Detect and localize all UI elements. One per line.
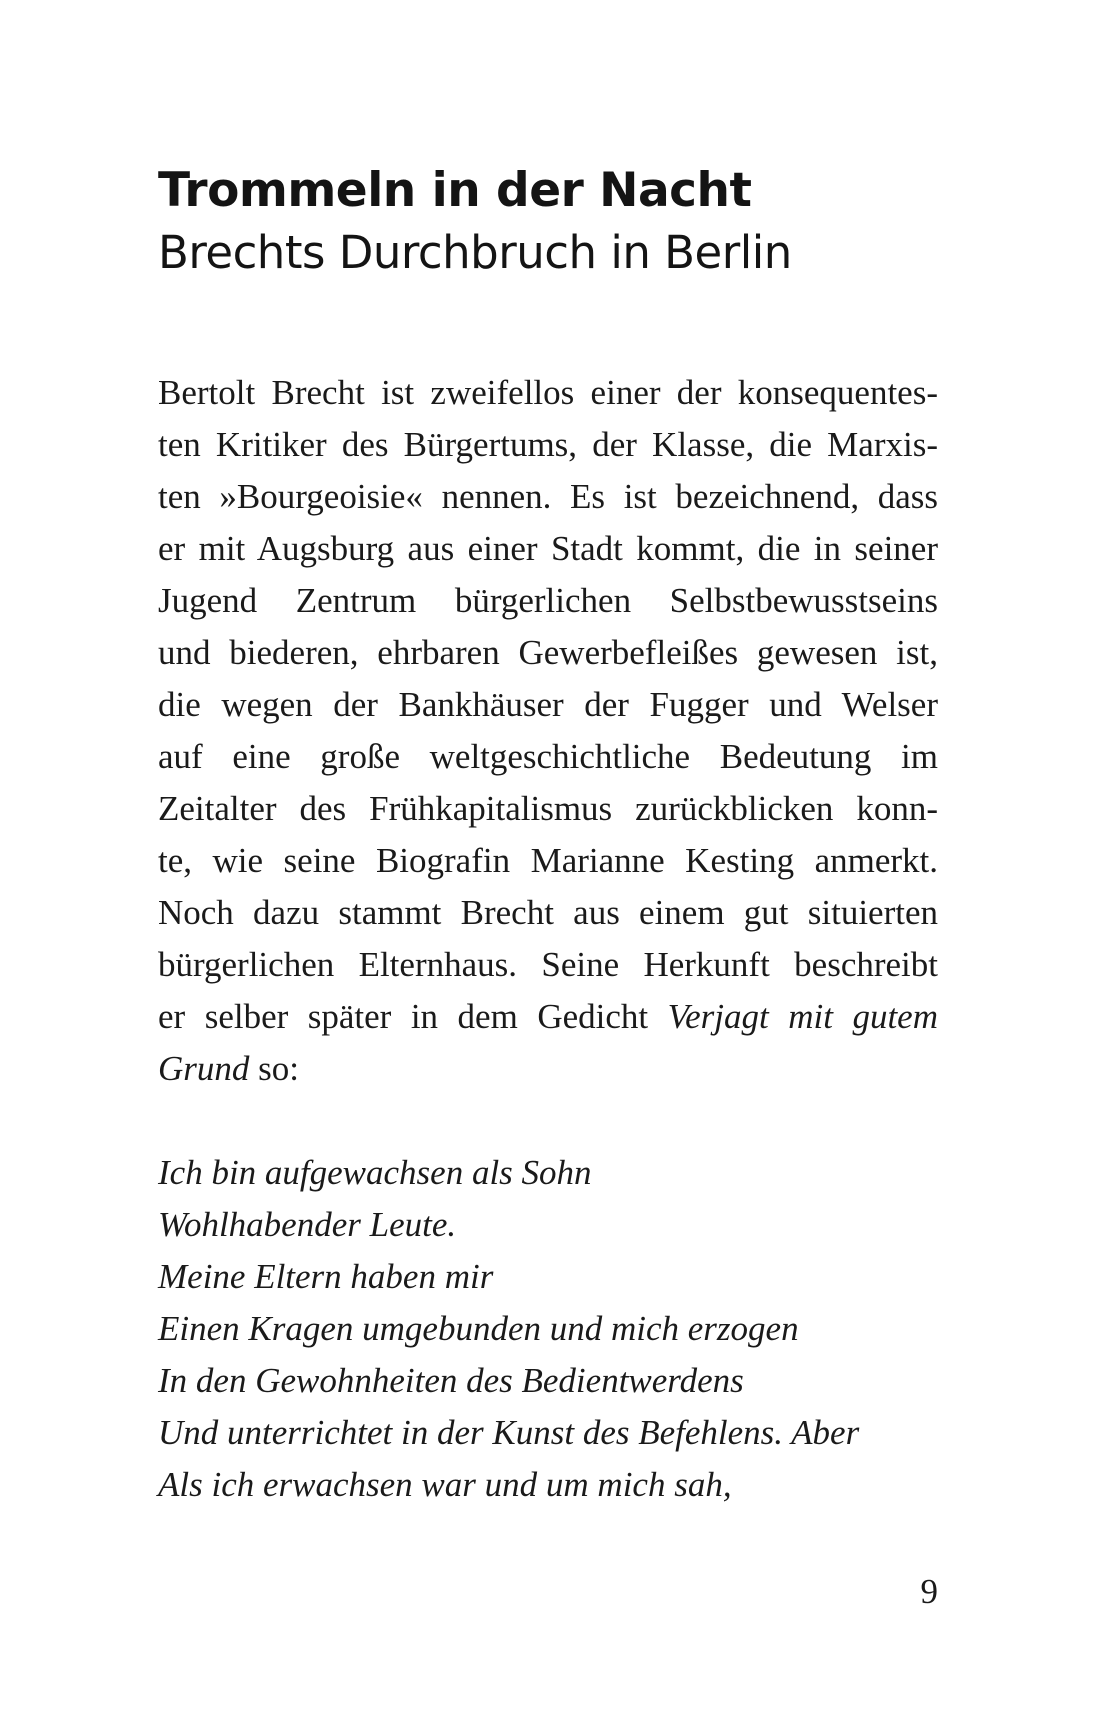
paragraph-line: ten »Bourgeoisie« nennen. Es ist bezeichnend, dass xyxy=(158,477,938,516)
paragraph-line: auf eine große weltgeschichtliche Bedeutung im xyxy=(158,737,938,776)
body-paragraph xyxy=(158,367,938,1095)
paragraph-line: Jugend Zentrum bürgerlichen Selbstbewusstseins xyxy=(158,581,938,620)
chapter-subtitle: Brechts Durchbruch in Berlin xyxy=(158,226,792,279)
paragraph-line xyxy=(158,991,938,1043)
paragraph-line: die wegen der Bankhäuser der Fugger und Welser xyxy=(158,685,938,724)
paragraph-line: Zeitalter des Frühkapitalismus zurückblicken konn- xyxy=(158,789,938,828)
poem-verse: Einen Kragen umgebunden und mich erzogen xyxy=(158,1309,799,1348)
paragraph-line: bürgerlichen Elternhaus. Seine Herkunft beschreibt xyxy=(158,945,938,984)
paragraph-line: Bertolt Brecht ist zweifellos einer der konsequentes- xyxy=(158,373,938,412)
poem-title-italic: Grund xyxy=(158,1049,250,1088)
paragraph-line: er mit Augsburg aus einer Stadt kommt, die in seiner xyxy=(158,529,938,568)
chapter-heading xyxy=(158,160,958,284)
paragraph-line: ten Kritiker des Bürgertums, der Klasse, die Marxis- xyxy=(158,425,938,464)
poem-title-italic: Verjagt mit gutem xyxy=(667,997,938,1036)
paragraph-line xyxy=(158,1043,938,1095)
page-number: 9 xyxy=(920,1572,938,1611)
line-text: er selber später in dem Gedicht xyxy=(158,997,668,1036)
paragraph-line: te, wie seine Biografin Marianne Kesting anmerkt. xyxy=(158,841,938,880)
poem-verse: Ich bin aufgewachsen als Sohn xyxy=(158,1153,592,1192)
chapter-title: Trommeln in der Nacht xyxy=(158,163,752,218)
poem-verse: Wohlhabender Leute. xyxy=(158,1205,457,1244)
paragraph-line: und biederen, ehrbaren Gewerbefleißes gewesen ist, xyxy=(158,633,938,672)
line-text: so: xyxy=(249,1049,300,1088)
poem-quote xyxy=(158,1147,958,1511)
poem-verse: In den Gewohnheiten des Bedientwerdens xyxy=(158,1361,744,1400)
poem-verse: Und unterrichtet in der Kunst des Befehlens. Aber xyxy=(158,1413,860,1452)
poem-verse: Als ich erwachsen war und um mich sah, xyxy=(158,1465,732,1504)
paragraph-line: Noch dazu stammt Brecht aus einem gut situierten xyxy=(158,893,938,932)
poem-verse: Meine Eltern haben mir xyxy=(158,1257,494,1296)
